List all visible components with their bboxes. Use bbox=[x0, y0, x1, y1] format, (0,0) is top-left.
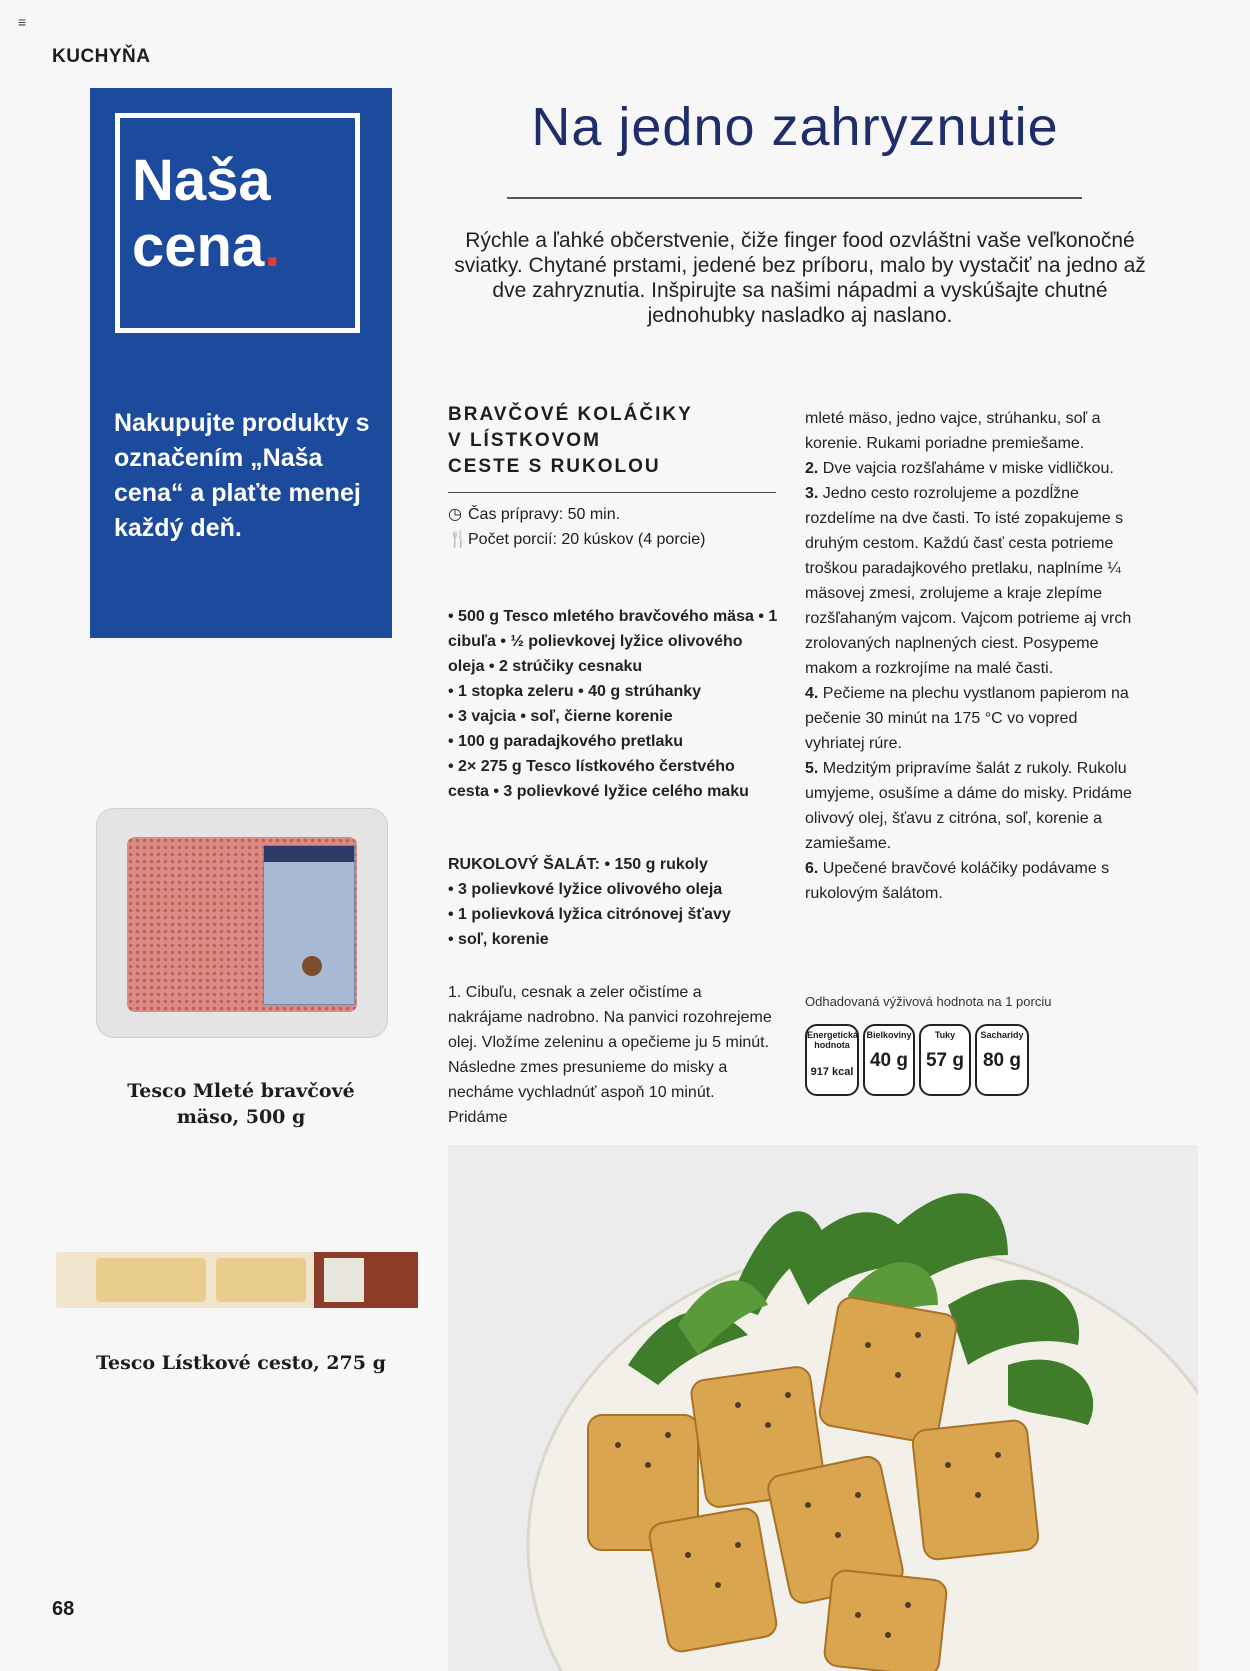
title-divider bbox=[507, 197, 1082, 199]
nutrition-name: Energetická hodnota bbox=[807, 1030, 859, 1050]
step-5 bbox=[805, 756, 1140, 856]
product-image-puff-pastry bbox=[56, 1252, 418, 1308]
page-number: 68 bbox=[52, 1598, 75, 1620]
label-stripe bbox=[264, 846, 354, 862]
step-6 bbox=[805, 856, 1140, 906]
product-image-minced-pork bbox=[96, 808, 388, 1038]
pastry-sheet bbox=[96, 1258, 206, 1302]
pastry-sheet bbox=[216, 1258, 306, 1302]
salad-heading: RUKOLOVÝ ŠALÁT: • 150 g rukoly bbox=[448, 856, 708, 873]
salad-item: • 3 polievkové lyžice olivového oleja bbox=[448, 881, 723, 898]
nutrition-energy bbox=[805, 1024, 859, 1096]
salad-item: • soľ, korenie bbox=[448, 931, 549, 948]
ingredient-item: • 100 g paradajkového pretlaku bbox=[448, 733, 684, 750]
cutlery-icon: 🍴 bbox=[448, 531, 468, 548]
steps-column bbox=[805, 406, 1140, 906]
nutrition-value: 917 kcal bbox=[810, 1066, 854, 1078]
recipe-divider bbox=[448, 492, 776, 493]
step-2 bbox=[805, 456, 1140, 481]
nutrition-value: 40 g bbox=[869, 1050, 909, 1071]
menu-icon[interactable]: ≡ bbox=[18, 14, 27, 30]
clock-icon: ◷ bbox=[448, 506, 462, 523]
recipe-meta bbox=[448, 502, 788, 552]
product-caption: Tesco Lístkové cesto, 275 g bbox=[96, 1352, 386, 1374]
ingredient-item: • 500 g Tesco mletého bravčového mäsa • 1 cibuľa • ½ polievkovej lyžice olivového oleja • 2 strúčiky cesnaku bbox=[448, 608, 778, 675]
step-number: 2. bbox=[805, 460, 819, 477]
prep-time-text: Čas prípravy: 50 min. bbox=[468, 506, 621, 523]
step-number: 3. bbox=[805, 485, 819, 502]
label-seal bbox=[302, 956, 322, 976]
portions bbox=[448, 527, 788, 552]
step-1: 1. Cibuľu, cesnak a zeler očistíme a nakrájame nadrobno. Na panvici rozohrejeme olej. Vložíme zeleninu a opečieme ju 5 minút. Následne zmes presunieme do misky a necháme vychladnúť aspoň 10 minút. Pridáme bbox=[448, 984, 772, 1126]
step-text: Jedno cesto rozrolujeme a pozdĺžne rozdelíme na dve časti. To isté zopakujeme s druhým cestom. Každú časť cesta potrieme troškou paradajkového pretlaku, naplníme ¼ mäsovej zmesi, zrolujeme a kraje zlepíme rozšľahaným vajcom. Vajcom potrieme aj vrch zrolovaných naplnených ciest. Posypeme makom a rozkrojíme na malé časti. bbox=[805, 485, 1132, 677]
ingredients-list bbox=[448, 604, 778, 804]
nutrition-label: Odhadovaná výživová hodnota na 1 porciu bbox=[805, 994, 1052, 1009]
promo-title bbox=[132, 148, 280, 280]
product-label bbox=[314, 1252, 418, 1308]
portions-text: Počet porcií: 20 kúskov (4 porcie) bbox=[468, 531, 706, 548]
ingredient-item: • 2× 275 g Tesco lístkového čerstvého cesta • 3 polievkové lyžice celého maku bbox=[448, 758, 749, 800]
step-number: 6. bbox=[805, 860, 819, 877]
promo-box bbox=[90, 88, 392, 638]
salad-ingredients bbox=[448, 852, 778, 952]
label-panel bbox=[324, 1258, 364, 1302]
nutrition-protein bbox=[863, 1024, 915, 1096]
page-title: Na jedno zahryznutie bbox=[531, 97, 1059, 157]
step-number: 5. bbox=[805, 760, 819, 777]
step-1-continued: mleté mäso, jedno vajce, strúhanku, soľ a korenie. Rukami poriadne premiešame. bbox=[805, 410, 1101, 452]
promo-text: Nakupujte produkty s označením „Naša cena“ a plaťte menej každý deň. bbox=[114, 409, 370, 542]
step-4 bbox=[805, 681, 1140, 756]
nutrition-name: Tuky bbox=[934, 1030, 956, 1040]
step-3 bbox=[805, 481, 1140, 681]
step-text: Upečené bravčové koláčiky podávame s rukolovým šalátom. bbox=[805, 860, 1110, 902]
food-photo bbox=[448, 1145, 1198, 1671]
promo-title-line2 bbox=[132, 214, 280, 280]
product-caption: Tesco Mleté bravčové mäso, 500 g bbox=[127, 1080, 355, 1128]
nutrition-carbs bbox=[975, 1024, 1029, 1096]
nutrition-value: 57 g bbox=[925, 1050, 965, 1071]
section-label: KUCHYŇA bbox=[52, 46, 151, 67]
nutrition-name: Bielkoviny bbox=[866, 1030, 912, 1040]
salad-item: • 1 polievková lyžica citrónovej šťavy bbox=[448, 906, 731, 923]
nutrition-name: Sacharidy bbox=[980, 1030, 1024, 1040]
step-text: Medzitým pripravíme šalát z rukoly. Rukolu umyjeme, osušíme a dáme do misky. Pridáme olivový olej, šťavu z citróna, soľ, korenie a zamiešame. bbox=[805, 760, 1132, 852]
nutrition-value: 80 g bbox=[982, 1050, 1022, 1071]
recipe-title-line3: CESTE S RUKOLOU bbox=[448, 456, 661, 477]
recipe-title-line2: V LÍSTKOVOM bbox=[448, 430, 601, 451]
step-text: Pečieme na plechu vystlanom papierom na pečenie 30 minút na 175 °C vo vopred vyhriatej rúre. bbox=[805, 685, 1129, 752]
step-text: Dve vajcia rozšľaháme v miske vidličkou. bbox=[822, 460, 1114, 477]
prep-time bbox=[448, 502, 788, 527]
ingredient-item: • 3 vajcia • soľ, čierne korenie bbox=[448, 708, 673, 725]
product-label bbox=[263, 845, 355, 1005]
intro-text: Rýchle a ľahké občerstvenie, čiže finger food ozvláštni vaše veľkonočné sviatky. Chytané prstami, jedené bez príboru, malo by vystačiť na jedno až dve zahryznutia. Inšpirujte sa našimi nápadmi a vyskúšajte chutné jednohubky nasladko aj naslano. bbox=[454, 229, 1146, 327]
step-number: 4. bbox=[805, 685, 819, 702]
nutrition-fat bbox=[919, 1024, 971, 1096]
ingredient-item: • 1 stopka zeleru • 40 g strúhanky bbox=[448, 683, 702, 700]
promo-title-word: cena bbox=[132, 214, 265, 279]
plate-illustration bbox=[448, 1145, 1198, 1671]
promo-title-line1: Naša bbox=[132, 148, 271, 213]
recipe-title bbox=[448, 402, 748, 480]
recipe-title-line1: BRAVČOVÉ KOLÁČIKY bbox=[448, 404, 693, 425]
promo-dot: . bbox=[264, 214, 281, 279]
